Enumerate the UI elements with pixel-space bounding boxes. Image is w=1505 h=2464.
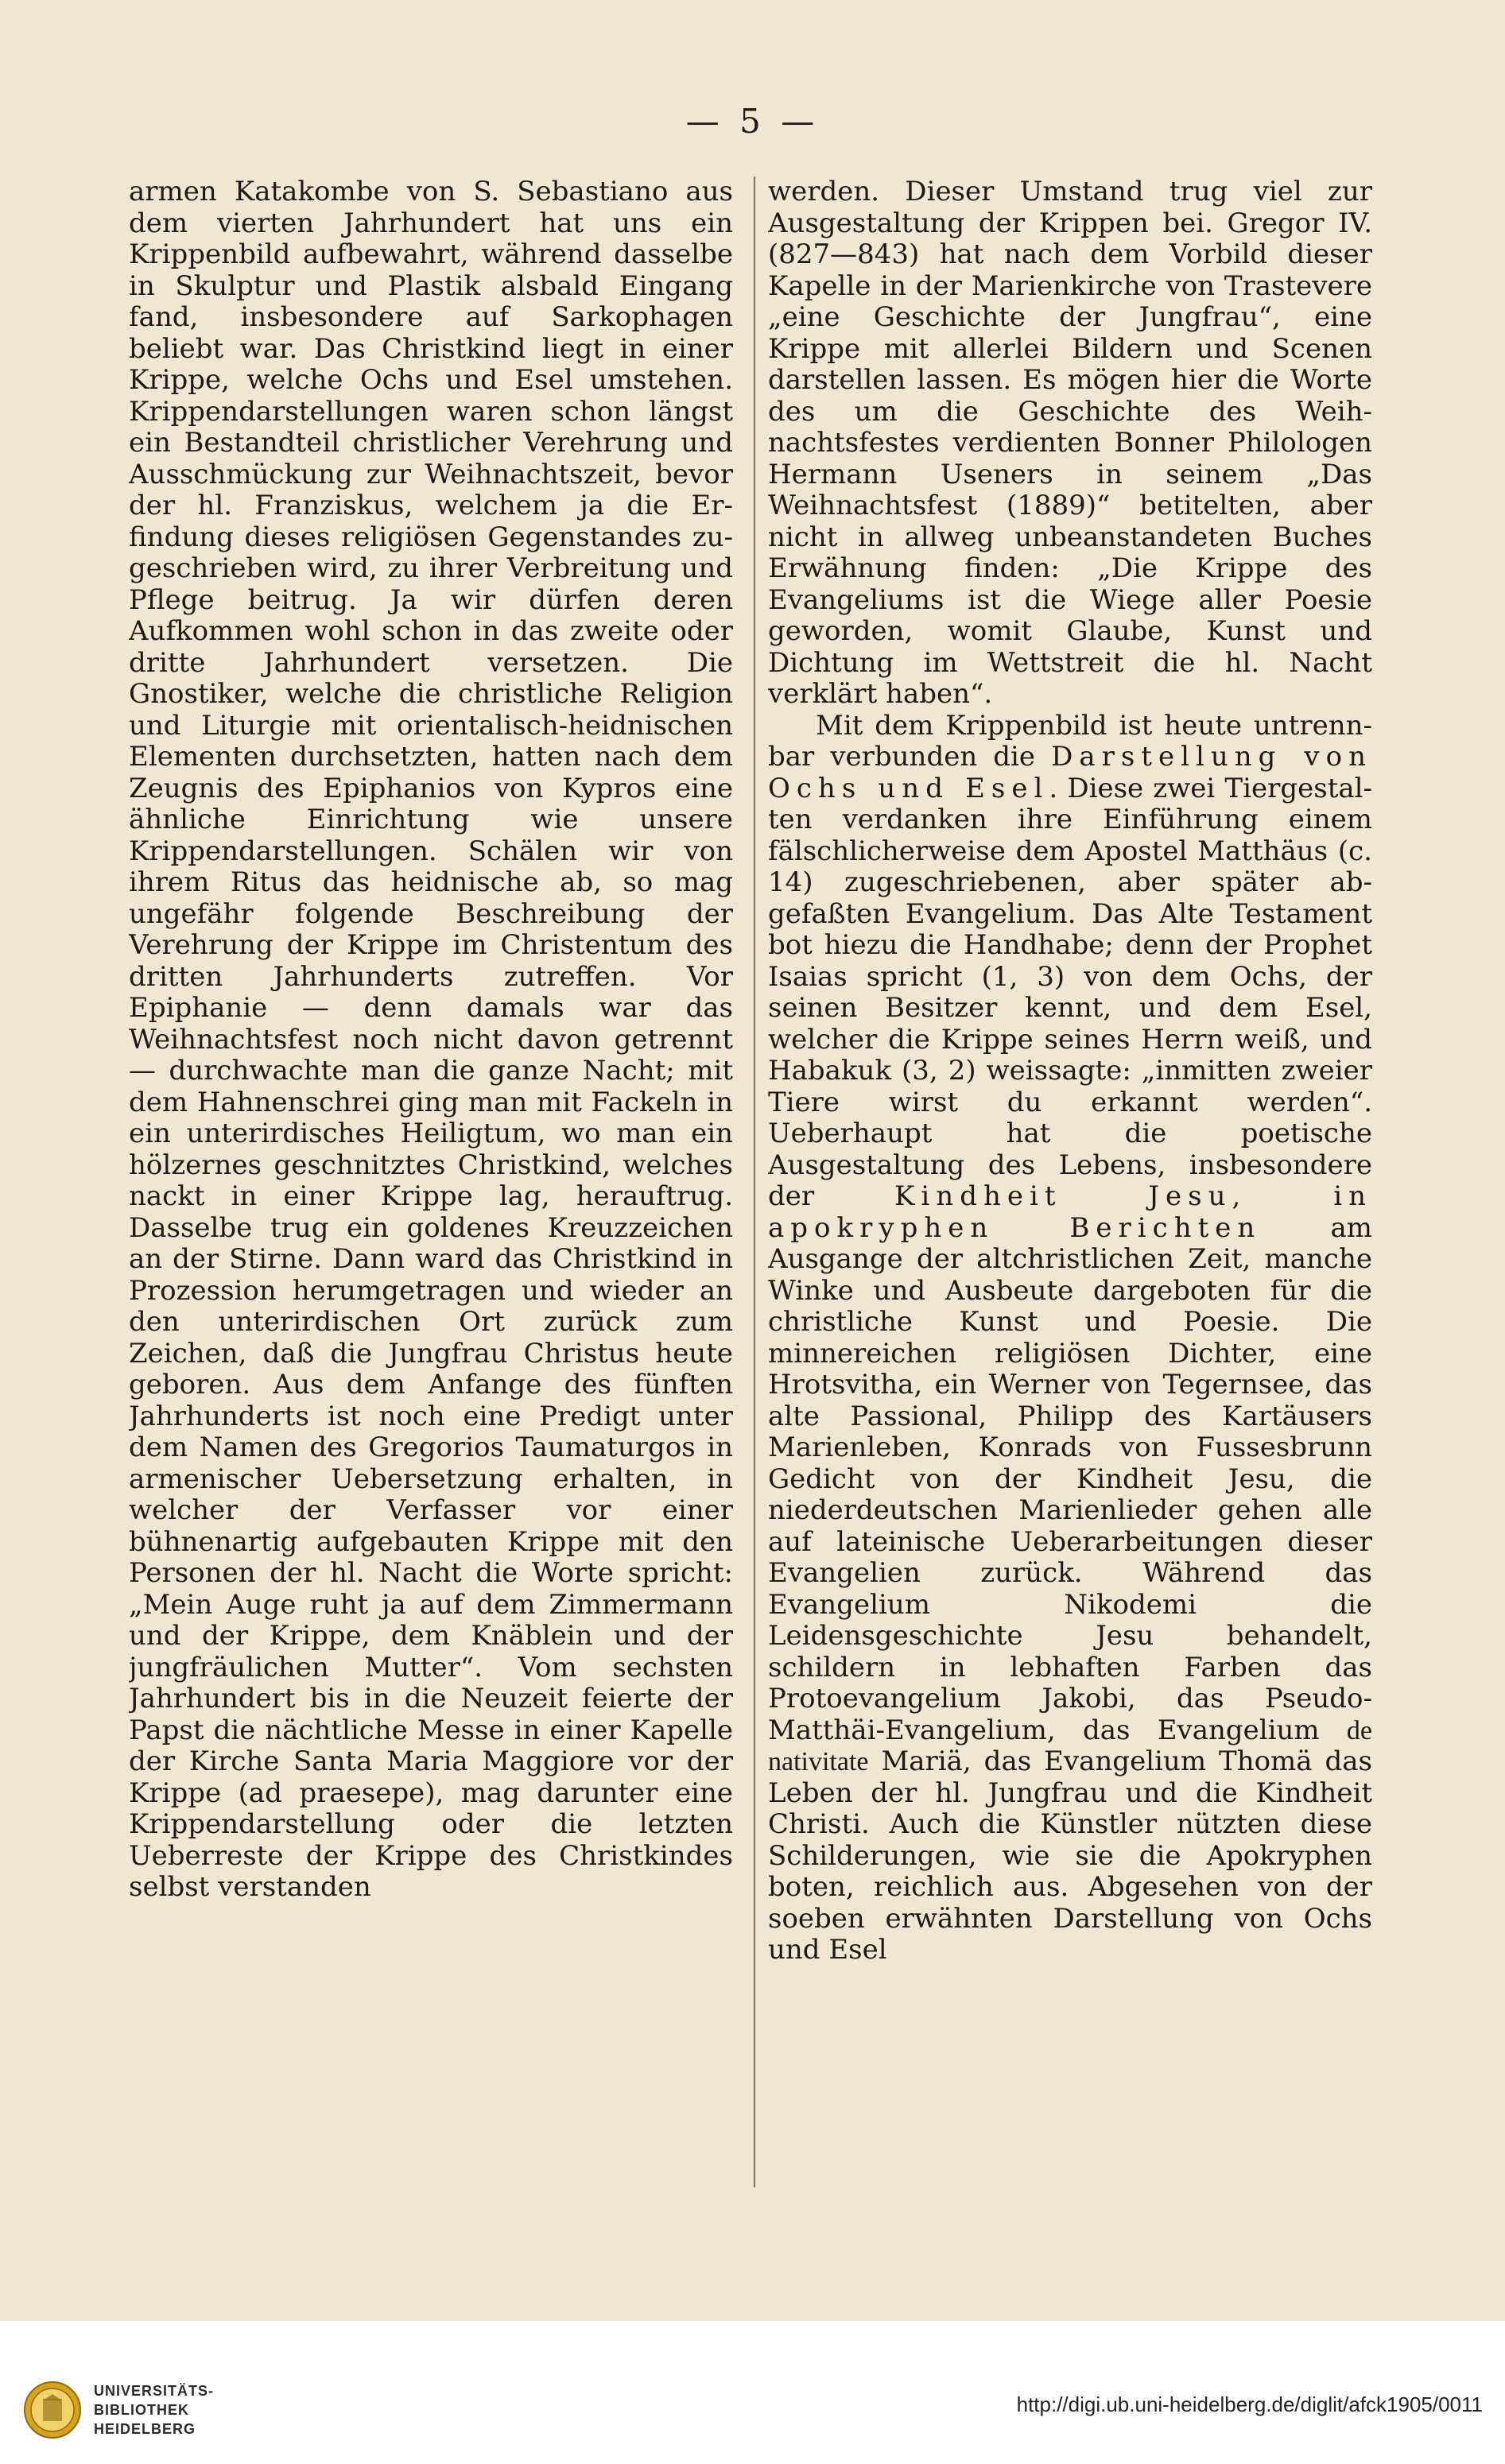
right-column-paragraph-2 bbox=[768, 711, 1372, 1966]
paragraph-text: Mariä, das Evangelium Thomä das Leben der hl. Jungfrau und die Kindheit Christi. Auch die Künstler nützten diese Schilderungen, wie sie die Apokryphen boten, reichlich aus. Abgesehen von der soeben erwähnten Darstellung von Ochs und Esel bbox=[768, 1745, 1372, 1966]
library-name bbox=[94, 2381, 214, 2439]
right-column-paragraph-1: werden. Dieser Umstand trug viel zur Ausgestaltung der Krippen bei. Gregor IV. (827—843) hat nach dem Vorbild dieser Kapelle in der Marienkirche von Trastevere „eine Geschichte der Jungfrau“, eine Krippe mit allerlei Bildern und Scenen darstellen lassen. Es mögen hier die Worte des um die Geschichte des Weihnachtsfestes verdienten Bonner Philologen Hermann Useners in seinem „Das Weihnachtsfest (1889)“ betitelten, aber nicht in allweg unbeanstandeten Buches Erwähnung finden: „Die Krippe des Evangeliums ist die Wiege aller Poesie geworden, womit Glaube, Kunst und Dichtung im Wettstreit die hl. Nacht verklärt haben“. bbox=[768, 176, 1372, 710]
spaced-emphasis-text: Kindheit Jesu, in apokryphen Berichten bbox=[768, 1180, 1372, 1244]
page-number: — 5 — bbox=[685, 102, 820, 141]
spaced-emphasis-text: Darstellung von Ochs und Esel bbox=[768, 741, 1372, 804]
source-url-link[interactable]: http://digi.ub.uni-heidelberg.de/diglit/afck1905/0011 bbox=[1016, 2392, 1483, 2416]
university-library-seal-icon bbox=[22, 2380, 83, 2440]
left-column-text: armen Katakombe von S. Sebastiano aus dem vierten Jahrhundert hat uns ein Krippenbild aufbewahrt, während dasselbe in Skulptur und Plastik alsbald Eingang fand, insbesondere auf Sarkophagen beliebt war. Das Christkind liegt in einer Krippe, welche Ochs und Esel umstehen. Krippendarstellungen waren schon längst ein Bestandteil christlicher Verehrung und Ausschmückung zur Weihnachtszeit, bevor der hl. Franziskus, welchem ja die Erfindung dieses religiösen Gegenstandes zugeschrieben wird, zu ihrer Verbreitung und Pflege beitrug. Ja wir dürfen deren Aufkommen wohl schon in das zweite oder dritte Jahrhundert versetzen. Die Gnostiker, welche die christliche Religion und Liturgie mit orientalisch-heidnischen Elementen durchsetzten, hatten nach dem Zeugnis des Epiphanios von Kypros eine ähnliche Einrichtung wie unsere Krippendarstellungen. Schälen wir von ihrem Ritus das heidnische ab, so mag ungefähr folgende Beschreibung der Verehrung der Krippe im Christentum des dritten Jahrhunderts zutreffen. Vor Epiphanie — denn damals war das Weihnachtsfest noch nicht davon getrennt — durchwachte man die ganze Nacht; mit dem Hahnenschrei ging man mit Fackeln in ein unterirdisches Heiligtum, wo man ein hölzernes geschnitztes Christkind, welches nackt in einer Krippe lag, herauftrug. Dasselbe trug ein goldenes Kreuzzeichen an der Stirne. Dann ward das Christkind in Prozession herumgetragen und wieder an den unterirdischen Ort zurück zum Zeichen, daß die Jungfrau Christus heute geboren. Aus dem Anfange des fünften Jahrhunderts ist noch eine Predigt unter dem Namen des Gregorios Taumaturgos in armenischer Uebersetzung erhalten, in welcher der Verfasser vor einer bühnenartig aufgebauten Krippe mit den Personen der hl. Nacht die Worte spricht: „Mein Auge ruht ja auf dem Zimmermann und der Krippe, dem Knäblein und der jungfräulichen Mutter“. Vom sechsten Jahrhundert bis in die Neuzeit feierte der Papst die nächtliche Messe in einer Kapelle der Kirche Santa Maria Maggiore vor der Krippe (ad praesepe), mag darunter eine Krippendarstellung oder die letzten Ueberreste der Krippe des Christkindes selbst verstanden bbox=[129, 176, 733, 1903]
library-name-line: BIBLIOTHEK bbox=[94, 2402, 189, 2418]
column-divider bbox=[754, 176, 755, 2187]
right-column bbox=[768, 176, 1372, 2195]
paragraph-text: Mit dem Krippenbild ist heute untrennbar verbunden die bbox=[768, 709, 1372, 773]
left-column bbox=[129, 176, 733, 2195]
paragraph-text: am Ausgange der altchristlichen Zeit, manche Winke und Ausbeute dargeboten für die christliche Kunst und Poesie. Die minnereichen religiösen Dichter, eine Hrotsvitha, ein Werner von Tegernsee, das alte Passional, Philipp des Kartäusers Marienleben, Konrads von Fussesbrunn Gedicht von der Kindheit Jesu, die niederdeutschen Marienlieder gehen alle auf lateinische Ueberarbeitungen dieser Evangelien zurück. Während das Evangelium Nikodemi die Leidensgeschichte Jesu behandelt, schildern in lebhaften Farben das Protoevangelium Jakobi, das Pseudo-Matthäi-Evangelium, das Evangelium bbox=[768, 1211, 1372, 1746]
paragraph-text: . Diese zwei Tiergestalten verdanken ihre Einführung einem fälschlicherweise dem Apostel Matthäus (c. 14) zugeschriebenen, aber später abgefaßten Evangelium. Das Alte Testament bot hiezu die Handhabe; denn der Prophet Isaias spricht (1, 3) von dem Ochs, der seinen Besitzer kennt, und dem Esel, welcher die Krippe seines Herrn weiß, und Habakuk (3, 2) weissagte: „inmitten zweier Tiere wirst du erkannt werden“. Ueberhaupt hat die poetische Ausgestaltung des Lebens, insbesondere der bbox=[768, 772, 1372, 1212]
latin-phrase: de nativitate bbox=[768, 1715, 1372, 1776]
library-name-line: HEIDELBERG bbox=[94, 2421, 196, 2437]
library-name-line: UNIVERSITÄTS- bbox=[94, 2383, 215, 2399]
